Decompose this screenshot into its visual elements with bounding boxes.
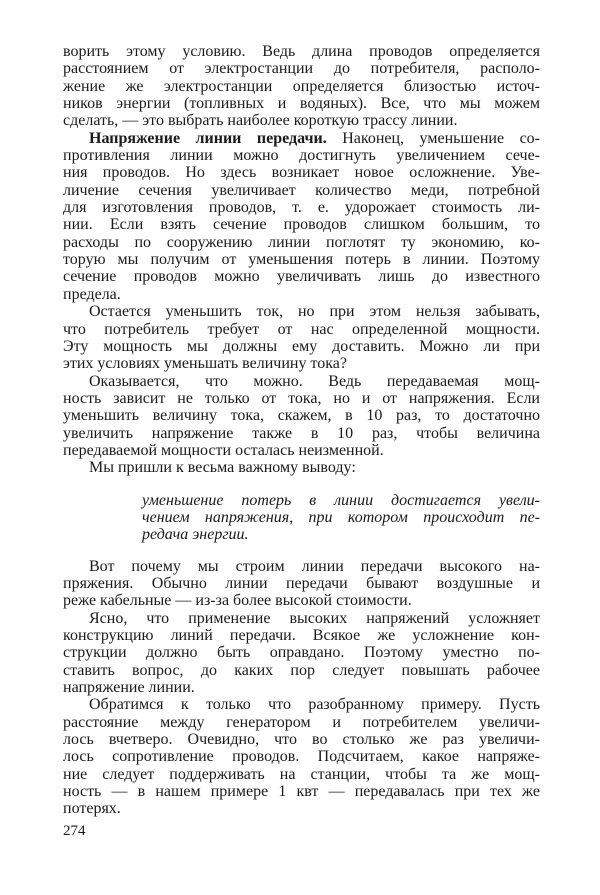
text-line: потерях. [63, 800, 121, 818]
text-line: ния проводов. Но здесь возникает новое осложнение. Уве- [63, 164, 540, 182]
paragraph [63, 43, 540, 130]
text-line: увеличить напряжение также в 10 раз, чтобы величина [63, 424, 540, 442]
text-line: чением напряжения, при котором происходит пе- [142, 508, 540, 526]
text-line [63, 130, 540, 147]
text-line: уменьшить величину тока, скажем, в 10 раз, то достаточно [63, 407, 540, 425]
text-line: противления линии можно достигнуть увеличением сече- [63, 147, 540, 165]
text-line: нии. Если взять сечение проводов слишком большим, то [63, 216, 540, 234]
paragraph [63, 558, 540, 610]
text-line: лось сопротивление проводов. Подсчитаем, какое напряже- [63, 748, 540, 766]
text-line: конструкцию линий передачи. Всякое же усложнение кон- [63, 627, 540, 644]
book-page [63, 43, 540, 840]
text-line: сечение проводов можно увеличивать лишь до известного [63, 268, 540, 286]
text-line: ность зависит не только от тока, но и от напряжения. Если [63, 389, 540, 407]
text-line: расстоянием от электростанции до потребителя, располо- [63, 60, 540, 78]
text-line: ников энергии (топливных и водяных). Все, что мы можем [63, 95, 540, 113]
text-line: Остается уменьшить ток, но при этом нельзя забывать, [89, 303, 540, 321]
paragraph [63, 130, 540, 303]
text-line: что потребитель требует от нас определенной мощности. [63, 320, 540, 338]
text-line: напряжение линии. [63, 679, 195, 697]
text-line: торую мы получим от уменьшения потерь в линии. Поэтому [63, 251, 540, 269]
paragraph [63, 696, 540, 817]
text-line: уменьшение потерь в линии достигается увели- [142, 491, 540, 509]
emphasized-conclusion [142, 492, 540, 544]
text-line: лось вчетверо. Очевидно, что во столько же раз увеличи- [63, 731, 540, 749]
paragraph [63, 303, 540, 372]
text-line: передаваемой мощности осталась неизменной. [63, 441, 384, 459]
text-line: ставить вопрос, до каких пор следует повышать рабочее [63, 661, 540, 679]
section-heading-inline: Напряжение линии передачи. [89, 129, 327, 147]
text-line: Оказывается, что можно. Ведь передаваемая мощ- [89, 372, 540, 390]
text-line: сделать, — это выбрать наиболее короткую трассу линии. [63, 112, 458, 130]
text-line: ворить этому условию. Ведь длина проводов определяется [63, 43, 540, 60]
text-line: пряжения. Обычно линии передачи бывают воздушные и [63, 574, 540, 592]
paragraph [63, 459, 540, 476]
paragraph [63, 373, 540, 460]
text-line: жение же электростанции определяется близостью источ- [63, 77, 540, 95]
text-body [63, 43, 540, 818]
text-line: предела. [63, 285, 121, 303]
text-line: струкции должно быть оправдано. Поэтому уместно по- [63, 644, 540, 662]
text-line: для изготовления проводов, т. е. удорожает стоимость ли- [63, 199, 540, 217]
text-line: Вот почему мы строим линии передачи высокого на- [89, 557, 540, 575]
text-line: редача энергии. [142, 526, 249, 544]
text-line: расстояние между генератором и потребителем увеличи- [63, 713, 540, 731]
text-run: Наконец, уменьшение со- [326, 129, 540, 147]
text-line: личение сечения увеличивает количество меди, потребной [63, 181, 540, 199]
text-line: реже кабельные — из-за более высокой стоимости. [63, 592, 412, 610]
text-line: Ясно, что применение высоких напряжений усложняет [89, 609, 540, 627]
text-line: ность — в нашем примере 1 квт — передавалась при тех же [63, 783, 540, 801]
text-line: этих условиях уменьшать величину тока? [63, 355, 347, 373]
text-line: ние следует поддерживать на станции, чтобы та же мощ- [63, 765, 540, 783]
text-line: расходы по сооружению линии поглотят ту экономию, ко- [63, 233, 540, 251]
page-number: 274 [63, 822, 86, 839]
paragraph [63, 610, 540, 697]
text-line: Эту мощность мы должны ему доставить. Можно ли при [63, 337, 540, 355]
text-line: Обратимся к только что разобранному примеру. Пусть [89, 696, 540, 714]
text-line: Мы пришли к весьма важному выводу: [89, 459, 356, 477]
